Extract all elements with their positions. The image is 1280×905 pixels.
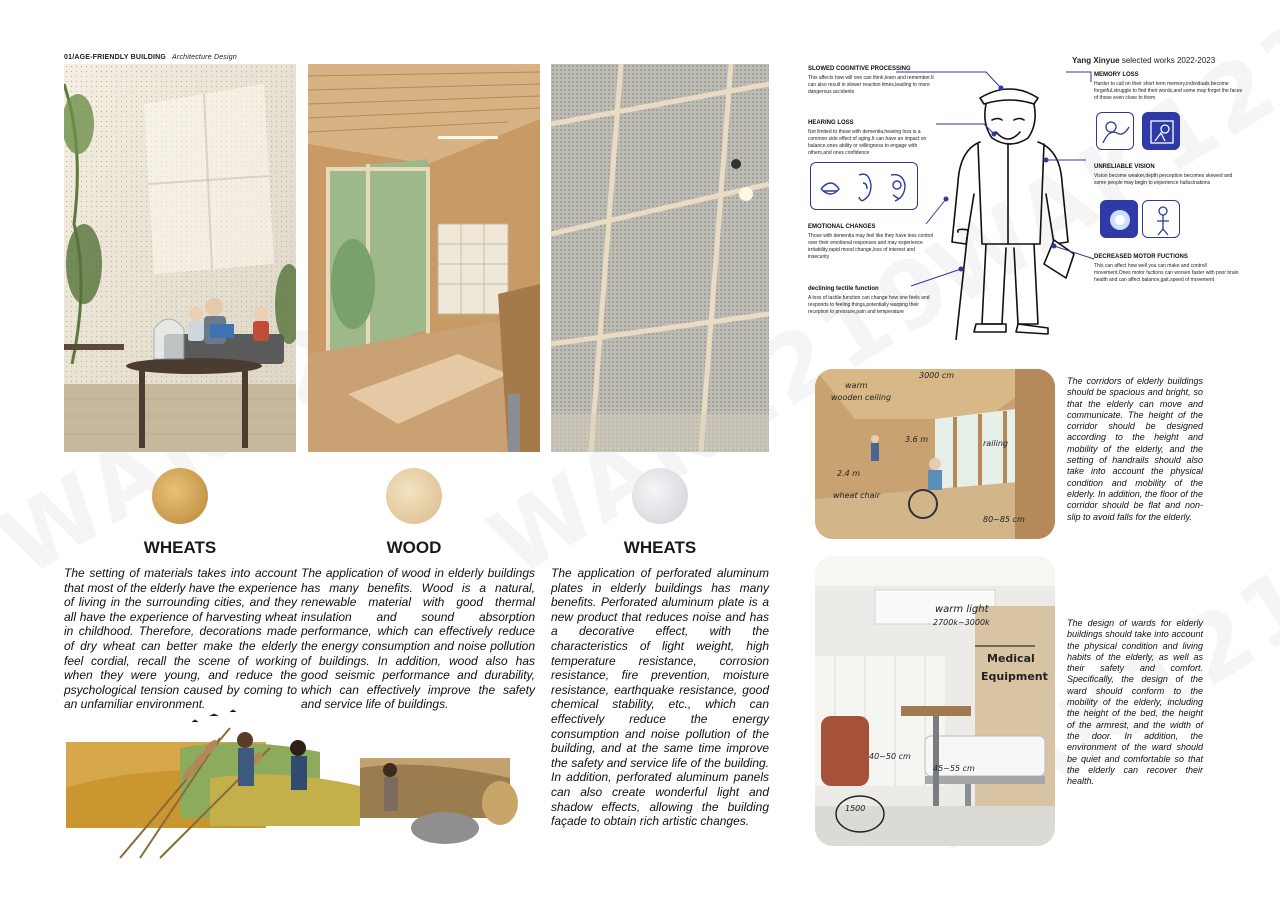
corridor-caption: The corridors of elderly buildings should be spacious and bright, so that the elderly can move and communicate. The height of the corridor should be designed according to the height and mobility of the elderly, and the setting of handrails should also take into account the physical condition and mobility of the elderly. In addition, the floor of the corridor should be flat and non-slip to avoid falls for the elderly. bbox=[1067, 376, 1203, 522]
note-title: DECREASED MOTOR FUCTIONS bbox=[1094, 254, 1188, 260]
note-text: Harder to call on their short term memory,individuals become forgetful,struggle to find their words,and some may forget the faces of those even close to them bbox=[1094, 81, 1243, 101]
sketch-note: 2700k~3000k bbox=[933, 618, 990, 627]
page-title: /AGE-FRIENDLY BUILDING bbox=[72, 54, 167, 61]
vision-icon-1 bbox=[1100, 200, 1138, 238]
note-text: This can affect how well you can make and controll movement.Ones motor fuctions can worsen faster with poor brain health and can affect balance,gait,speed of movement bbox=[1094, 263, 1239, 283]
material-description: The setting of materials takes into account that most of the elderly have the experience of living in the surrounding cities, and they all have the experience of harvesting wheat in childhood. Therefore, decorations made of dry wheat can better make the elderly feel cordial, recall the scene of working when they were young, and reduce the psychological tension caused by coming to an unfamiliar environment. bbox=[64, 566, 297, 712]
aging-diagram bbox=[806, 64, 1246, 344]
sketch-note: 3000 cm bbox=[919, 371, 955, 380]
aluminum-swatch bbox=[632, 468, 688, 524]
sketch-note: 40~50 cm bbox=[869, 752, 911, 761]
note-text: Not limited to those with dementia,hearing loss is a common side effect of aging.It can have an impact on balance,ones ability or willingness to engage with others,and ones confidence bbox=[808, 129, 927, 156]
note-title: SLOWED COGNITIVE PROCESSING bbox=[808, 66, 911, 72]
wheat-room-photo bbox=[64, 64, 296, 452]
page-subtitle: Architecture Design bbox=[172, 54, 237, 61]
material-description: The application of perforated aluminum plates in elderly buildings has many benefits. Perforated aluminum plate is a new product that reduces noise and has a decorative effect, with the characteristics of light weight, high temperature resistance, corrosion resistance, fire prevention, moisture resistance, earthquake resistance, good chemical stability, etc., which can effectively reduce the energy consumption and noise pollution of the building, and at the same time improve the safety and service life of the building. In addition, perforated aluminum panels can also create wonderful light and shadow effects, allowing the building façade to obtain rich artistic changes. bbox=[551, 566, 769, 829]
material-title: WHEATS bbox=[143, 538, 217, 557]
memory-icon-2 bbox=[1142, 112, 1180, 150]
corridor-render bbox=[815, 369, 1055, 539]
wood-corridor-photo bbox=[308, 64, 540, 452]
material-title: WOOD bbox=[386, 538, 442, 557]
ward-caption: The design of wards for elderly buildings should take into account the physical condition and living habits of the elderly, as well as their safety and comfort. Specifically, the design of the ward should conform to the mobility of the elderly, including the height of the bed, the height of the armrest, and the width of the door. In addition, the environment of the ward should be quiet and comfortable so that the elderly can recover their health. bbox=[1067, 618, 1203, 787]
note-text: A loss of tactile function can change how one feels and responds to feeling things,potentially warping their reception to pressure,pain and temperature bbox=[808, 295, 930, 315]
wheat-swatch bbox=[152, 468, 208, 524]
sketch-note: railing bbox=[983, 439, 1009, 448]
sketch-note: wheat chair bbox=[833, 491, 880, 500]
sketch-note: 3.6 m bbox=[905, 435, 929, 444]
aging-note-vision bbox=[1094, 164, 1244, 187]
credit-suffix: selected works 2022-2023 bbox=[1121, 56, 1216, 65]
material-title: WHEATS bbox=[623, 538, 697, 557]
note-title: MEMORY LOSS bbox=[1094, 72, 1139, 78]
sketch-note: 80~85 cm bbox=[983, 515, 1025, 524]
connector-lines bbox=[806, 64, 1246, 344]
sketch-note: Medical bbox=[987, 652, 1035, 665]
page-header bbox=[64, 54, 237, 61]
material-description: The application of wood in elderly buildings has many benefits. Wood is a natural, renewable material with good thermal insulation and sound absorption performance, which can effectively reduce the energy consumption and noise pollution of buildings. In addition, wood also has good seismic performance and durability, which can effectively improve the safety and service life of buildings. bbox=[301, 566, 535, 712]
note-title: HEARING LOSS bbox=[808, 120, 854, 126]
wheat-collage bbox=[60, 708, 550, 868]
sketch-note: wooden ceiling bbox=[831, 393, 892, 402]
sketch-note: 45~55 cm bbox=[933, 764, 975, 773]
memory-icon-1 bbox=[1096, 112, 1134, 150]
page-number: 01 bbox=[64, 54, 73, 61]
author-name: Yang Xinyue bbox=[1072, 56, 1120, 65]
aging-note-motor bbox=[1094, 254, 1244, 284]
note-text: Vision become weaker,depth perception becomes skewed and some people may begin to experience hallucinations bbox=[1094, 173, 1233, 186]
wood-swatch bbox=[386, 468, 442, 524]
sketch-note: 1500 bbox=[845, 804, 866, 813]
note-text: This affects how will one can think,learn and remember.It can also result in slower reaction times,leading to more dangerous accidents bbox=[808, 75, 934, 95]
note-title: EMOTIONAL CHANGES bbox=[808, 224, 876, 230]
note-text: Those with dementia may feel like they have less control over their emotional responses and may experience irritability,rapid mood change,loss of interest and insecurity bbox=[808, 233, 934, 260]
aluminum-ceiling-photo bbox=[551, 64, 769, 452]
ward-render bbox=[815, 556, 1055, 846]
sketch-note: warm bbox=[845, 381, 868, 390]
aging-note-memory bbox=[1094, 72, 1244, 102]
sketch-note: warm light bbox=[935, 604, 989, 615]
sketch-note: Equipment bbox=[981, 670, 1048, 683]
note-title: UNRELIABLE VISION bbox=[1094, 164, 1155, 170]
vision-icon-2 bbox=[1142, 200, 1180, 238]
note-title: declining tectile function bbox=[808, 286, 879, 292]
sketch-note: 2.4 m bbox=[837, 469, 861, 478]
